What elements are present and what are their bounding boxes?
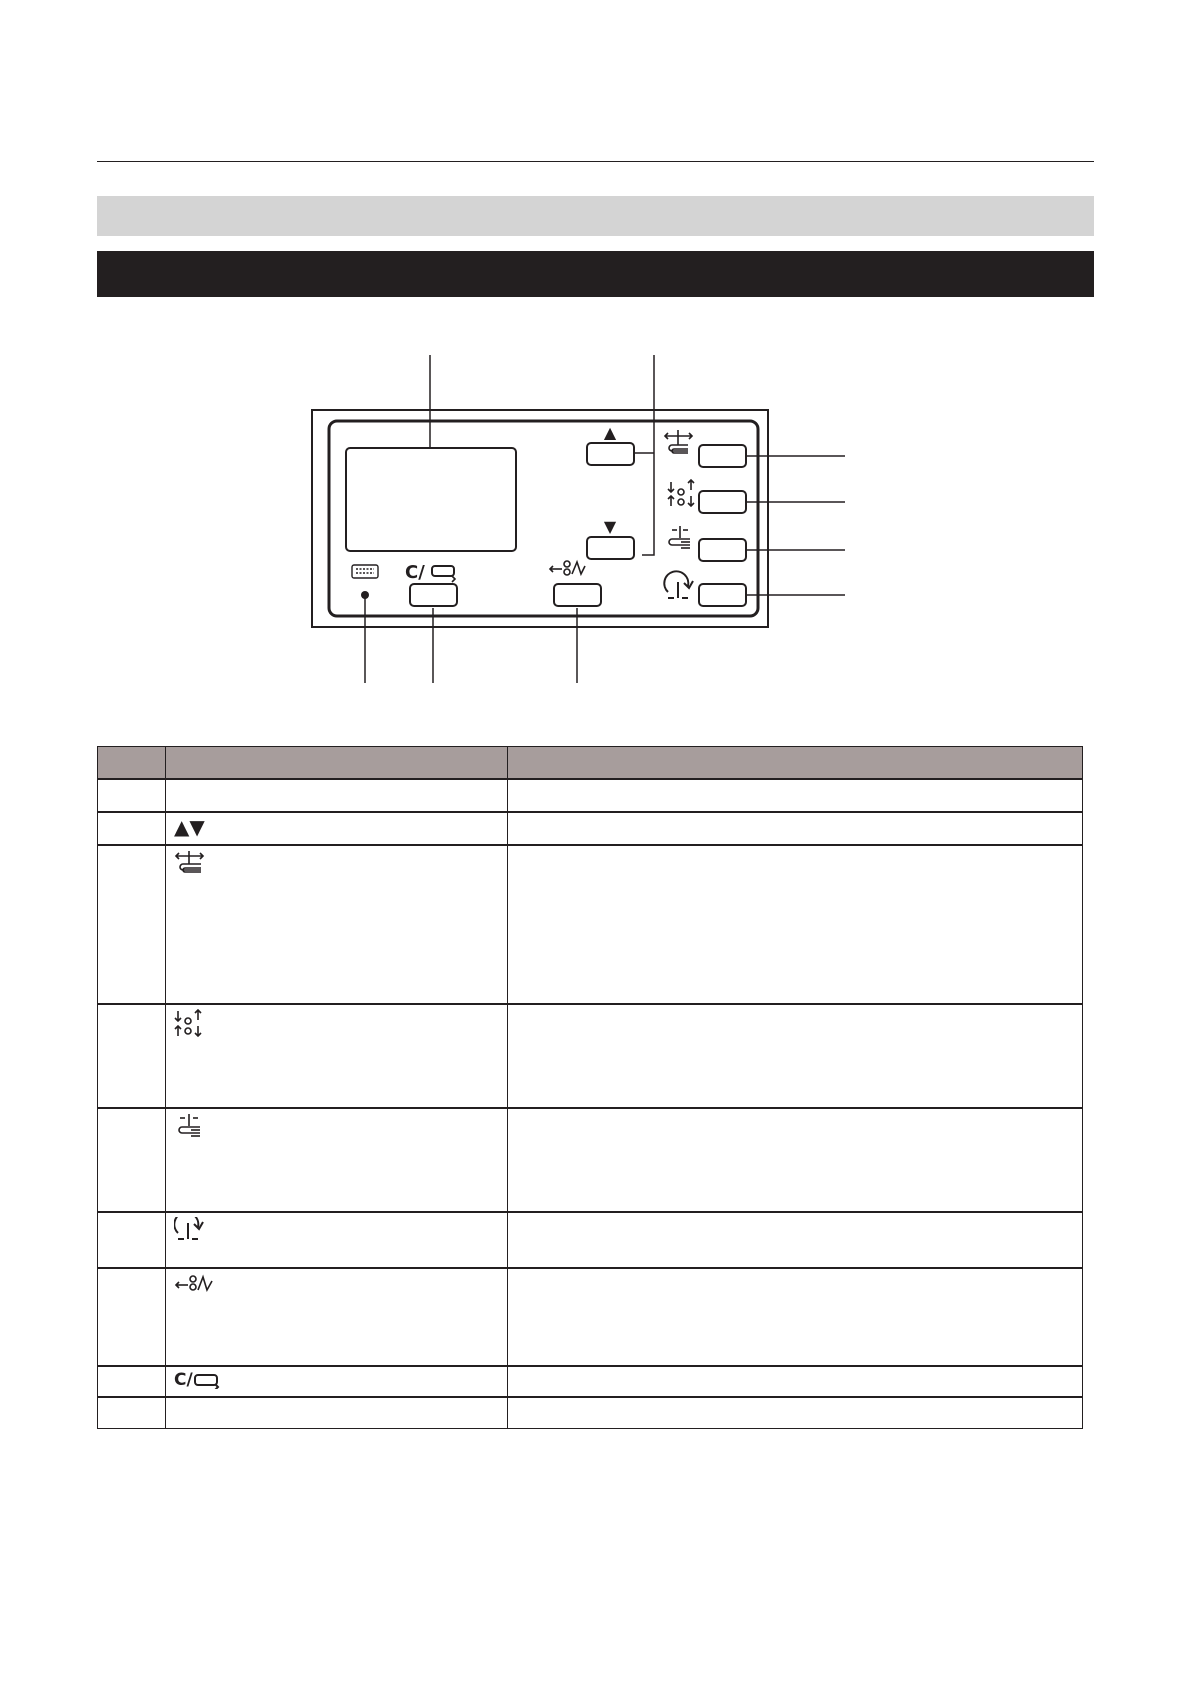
table-row bbox=[98, 1268, 1083, 1366]
row-number bbox=[98, 845, 166, 1004]
row-name bbox=[166, 1366, 508, 1397]
row-name bbox=[166, 779, 508, 812]
panel-inner-frame bbox=[329, 421, 758, 616]
row-description bbox=[508, 1397, 1083, 1428]
control-panel-diagram bbox=[0, 0, 1191, 700]
spec-table-wrapper bbox=[97, 746, 1082, 1429]
up-key bbox=[587, 443, 634, 465]
spec-table bbox=[97, 746, 1083, 1429]
reverse-key bbox=[699, 584, 746, 606]
table-row bbox=[98, 845, 1083, 1004]
clear-icon bbox=[405, 562, 455, 583]
row-description bbox=[508, 1268, 1083, 1366]
lcd-display bbox=[346, 448, 516, 551]
reverse-icon bbox=[174, 1217, 204, 1247]
row-description bbox=[508, 1212, 1083, 1268]
clear-icon: C/ bbox=[174, 1370, 221, 1390]
presser-foot-icon bbox=[174, 1009, 204, 1039]
row-name bbox=[166, 1212, 508, 1268]
row-name bbox=[166, 845, 508, 1004]
stitch-icon bbox=[174, 1113, 204, 1141]
indicator-led bbox=[361, 591, 369, 599]
presser-foot-icon bbox=[668, 480, 694, 506]
spec-table-header-row bbox=[98, 747, 1083, 780]
tension-icon bbox=[174, 1273, 216, 1293]
row-number bbox=[98, 1366, 166, 1397]
thread-trimmer-icon bbox=[174, 850, 206, 876]
table-row bbox=[98, 1004, 1083, 1108]
row-name bbox=[166, 1108, 508, 1212]
tension-icon bbox=[550, 561, 585, 575]
keyboard-icon bbox=[352, 565, 378, 578]
row-number bbox=[98, 1268, 166, 1366]
header-name bbox=[166, 747, 508, 780]
header-number bbox=[98, 747, 166, 780]
svg-text:C/: C/ bbox=[405, 562, 425, 583]
down-key bbox=[587, 537, 634, 559]
table-row bbox=[98, 1108, 1083, 1212]
row-number bbox=[98, 1004, 166, 1108]
up-arrow-glyph: ▲ bbox=[603, 423, 617, 442]
tension-key bbox=[554, 584, 601, 606]
row-name bbox=[166, 1004, 508, 1108]
up-down-icon: ▲▼ bbox=[174, 815, 205, 839]
table-row bbox=[98, 779, 1083, 812]
row-number bbox=[98, 779, 166, 812]
table-row bbox=[98, 1397, 1083, 1428]
row-name bbox=[166, 1268, 508, 1366]
down-arrow-glyph: ▼ bbox=[603, 517, 617, 536]
table-row bbox=[98, 812, 1083, 845]
row-number bbox=[98, 1212, 166, 1268]
row-description bbox=[508, 1004, 1083, 1108]
stitch-key bbox=[699, 539, 746, 561]
header-description bbox=[508, 747, 1083, 780]
row-number bbox=[98, 812, 166, 845]
row-number bbox=[98, 1397, 166, 1428]
table-row bbox=[98, 1366, 1083, 1397]
row-name bbox=[166, 812, 508, 845]
table-row bbox=[98, 1212, 1083, 1268]
clear-key bbox=[410, 584, 457, 606]
presser-foot-key bbox=[699, 491, 746, 513]
thread-trimmer-key bbox=[699, 445, 746, 467]
row-description bbox=[508, 845, 1083, 1004]
row-description bbox=[508, 779, 1083, 812]
row-number bbox=[98, 1108, 166, 1212]
row-description bbox=[508, 812, 1083, 845]
stitch-icon bbox=[669, 526, 690, 548]
row-description bbox=[508, 1108, 1083, 1212]
thread-trimmer-icon bbox=[665, 430, 692, 453]
reverse-icon bbox=[664, 571, 693, 598]
row-name bbox=[166, 1397, 508, 1428]
row-description bbox=[508, 1366, 1083, 1397]
callout-line-up-down bbox=[642, 355, 654, 555]
